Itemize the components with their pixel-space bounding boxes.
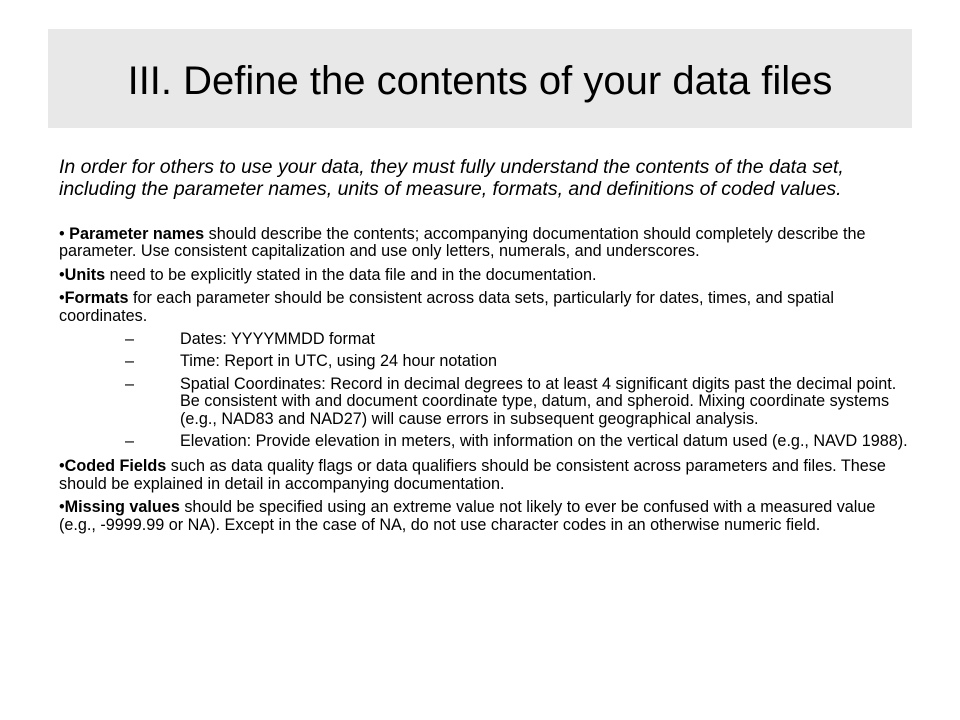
format-item-time xyxy=(59,353,909,370)
bullet-units xyxy=(59,267,909,284)
bullet-term: Coded Fields xyxy=(64,457,167,476)
bullet-marker: • xyxy=(59,265,65,284)
bullet-text: for each parameter should be consistent across data sets, particularly for dates, times, and spatial coordinates. xyxy=(59,289,834,325)
bullet-term: Parameter names xyxy=(69,225,205,243)
bullet-marker: • xyxy=(59,498,65,517)
bullet-formats xyxy=(59,290,909,325)
bullet-text: should describe the contents; accompanying documentation should completely describe the parameter. Use consistent capitalization and use only letters, numerals, and underscores. xyxy=(59,225,866,261)
dash-marker: – xyxy=(125,374,135,393)
format-item-spatial-coordinates xyxy=(59,376,909,428)
bullet-term: Missing values xyxy=(64,498,180,517)
format-item-text: Dates: YYYYMMDD format xyxy=(180,330,375,349)
format-item-dates xyxy=(59,331,909,348)
dash-marker: – xyxy=(125,352,135,371)
title-banner xyxy=(48,29,912,128)
format-sub-list xyxy=(59,331,909,450)
format-item-text: Spatial Coordinates: Record in decimal degrees to at least 4 significant digits past the decimal point. Be consistent with and document coordinate type, datum, and spheroid. Mixing coordinate systems (e.g., NAD83 and NAD27) will cause errors in subsequent geographical analysis. xyxy=(180,374,897,428)
bullet-parameter-names xyxy=(59,226,909,261)
slide-title: III. Define the contents of your data files xyxy=(127,58,833,103)
bullet-marker: • xyxy=(59,457,65,476)
format-item-text: Elevation: Provide elevation in meters, with information on the vertical datum used (e.g., NAVD 1988). xyxy=(180,432,908,451)
bullet-marker: • xyxy=(59,289,65,308)
bullet-text: need to be explicitly stated in the data file and in the documentation. xyxy=(105,265,597,284)
bullet-text: should be specified using an extreme value not likely to ever be confused with a measured value (e.g., -9999.99 or NA). Except in the case of NA, do not use character codes in an otherwise numeric field. xyxy=(59,498,876,534)
slide-body xyxy=(59,156,909,540)
bullet-text: such as data quality flags or data qualifiers should be consistent across parameters and files. These should be explained in detail in accompanying documentation. xyxy=(59,457,886,493)
format-item-text: Time: Report in UTC, using 24 hour notation xyxy=(180,352,498,371)
intro-paragraph: In order for others to use your data, they must fully understand the contents of the data set, including the parameter names, units of measure, formats, and definitions of coded values. xyxy=(59,156,844,200)
bullet-term: Units xyxy=(64,265,106,284)
bullet-marker: • xyxy=(59,225,70,243)
dash-marker: – xyxy=(125,330,135,349)
format-item-elevation xyxy=(59,433,909,450)
bullet-coded-fields xyxy=(59,458,909,493)
bullet-missing-values xyxy=(59,499,909,534)
bullet-term: Formats xyxy=(64,289,129,308)
dash-marker: – xyxy=(125,432,135,451)
